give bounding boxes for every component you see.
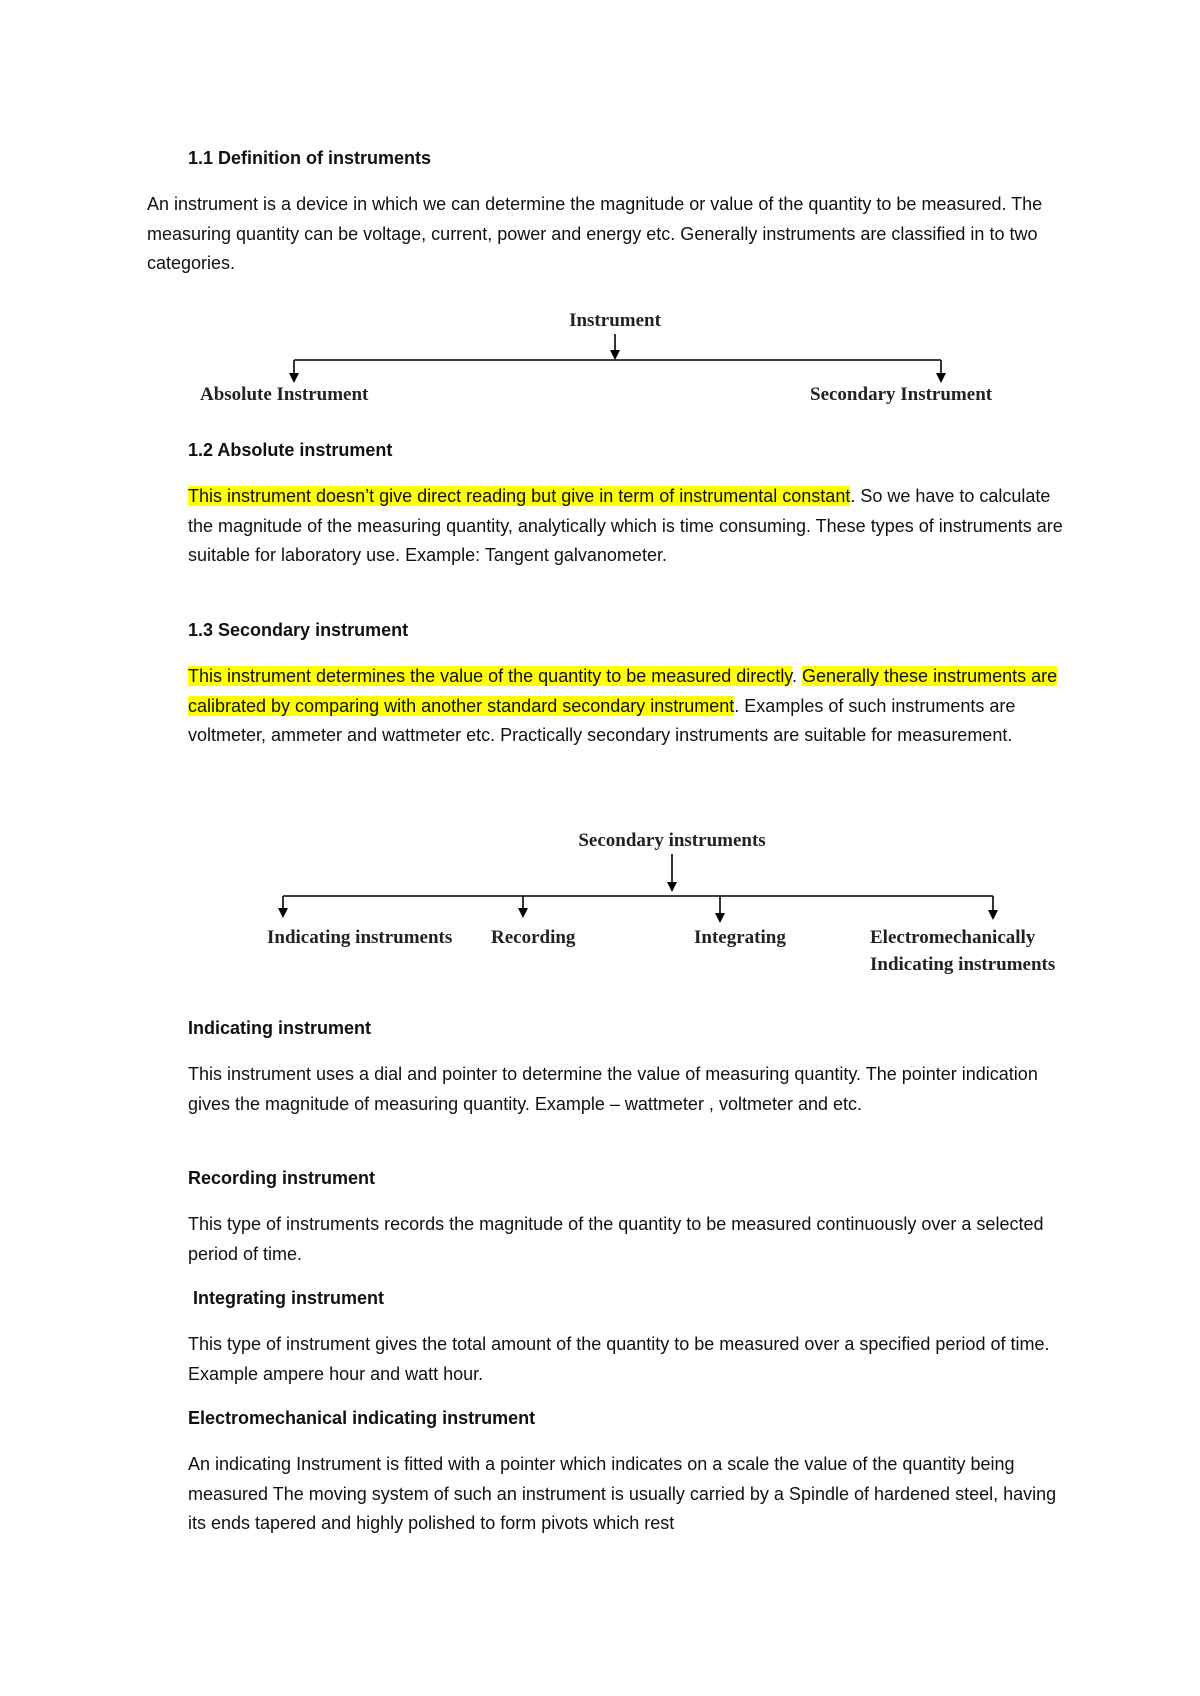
right-arrow [936,373,946,383]
diagram-electromech-line1: Electromechanically [870,927,1036,948]
heading-integrating: Integrating instrument [193,1288,385,1308]
root2-arrow [667,882,677,892]
paragraph-secondary [188,662,1068,751]
paragraph-electromechanical: An indicating Instrument is fitted with a pointer which indicates on a scale the value of the quantity being measured The moving system of such an instrument is usually carried by a Spindle of hardened steel, having its ends tapered and highly polished to form pivots which rest [188,1454,1057,1533]
heading-recording: Recording instrument [188,1168,376,1188]
highlight-secondary-2: Generally these instruments are calibrated by comparing with another standard secondary instrument [188,666,1058,716]
highlight-secondary-1: This instrument determines the value of the quantity to be measured directly [188,666,792,686]
paragraph-indicating: This instrument uses a dial and pointer to determine the value of measuring quantity. The pointer indication gives the magnitude of measuring quantity. Example – wattmeter , voltmeter and etc. [188,1064,1038,1114]
instrument-classification-diagram [0,300,1200,410]
c3-arrow [715,913,725,923]
heading-electromechanical: Electromechanical indicating instrument [188,1408,536,1428]
diagram-absolute-instrument: Absolute Instrument [200,384,369,405]
diagram-integrating: Integrating [694,927,786,948]
diagram-recording: Recording [491,927,576,948]
paragraph-recording: This type of instruments records the magnitude of the quantity to be measured continuously over a selected period of time. [188,1214,1044,1264]
diagram-root-secondary: Secondary instruments [578,830,766,851]
root-arrow [610,350,620,360]
paragraph-absolute [188,482,1068,571]
text-absolute-rest: . So we have to calculate the magnitude of the measuring quantity, analytically which is time consuming. These types of instruments are suitable for laboratory use. Example: Tangent galvanometer. [188,486,1063,565]
heading-definition: 1.1 Definition of instruments [188,148,432,168]
c1-arrow [278,908,288,918]
left-arrow [289,373,299,383]
diagram-indicating: Indicating instruments [267,927,453,948]
heading-absolute: 1.2 Absolute instrument [188,440,393,460]
diagram-root-instrument: Instrument [569,310,661,331]
paragraph-definition: An instrument is a device in which we can determine the magnitude or value of the quantity to be measured. The measuring quantity can be voltage, current, power and energy etc. Generally instruments are classified in to two categories. [147,194,1043,273]
diagram-electromech-line2: Indicating instruments [870,954,1056,975]
diagram-secondary-instrument: Secondary Instrument [810,384,993,405]
c4-arrow [988,910,998,920]
heading-indicating: Indicating instrument [188,1018,372,1038]
secondary-instruments-diagram [0,820,1200,980]
c2-arrow [518,908,528,918]
paragraph-integrating: This type of instrument gives the total amount of the quantity to be measured over a specified period of time. Example ampere hour and watt hour. [188,1334,1050,1384]
text-secondary-sep: . [791,666,802,686]
heading-secondary: 1.3 Secondary instrument [188,620,409,640]
text-secondary-rest: . Examples of such instruments are voltmeter, ammeter and wattmeter etc. Practically secondary instruments are suitable for measurement. [188,695,1016,745]
highlight-absolute: This instrument doesn’t give direct reading but give in term of instrumental constant [188,486,851,506]
